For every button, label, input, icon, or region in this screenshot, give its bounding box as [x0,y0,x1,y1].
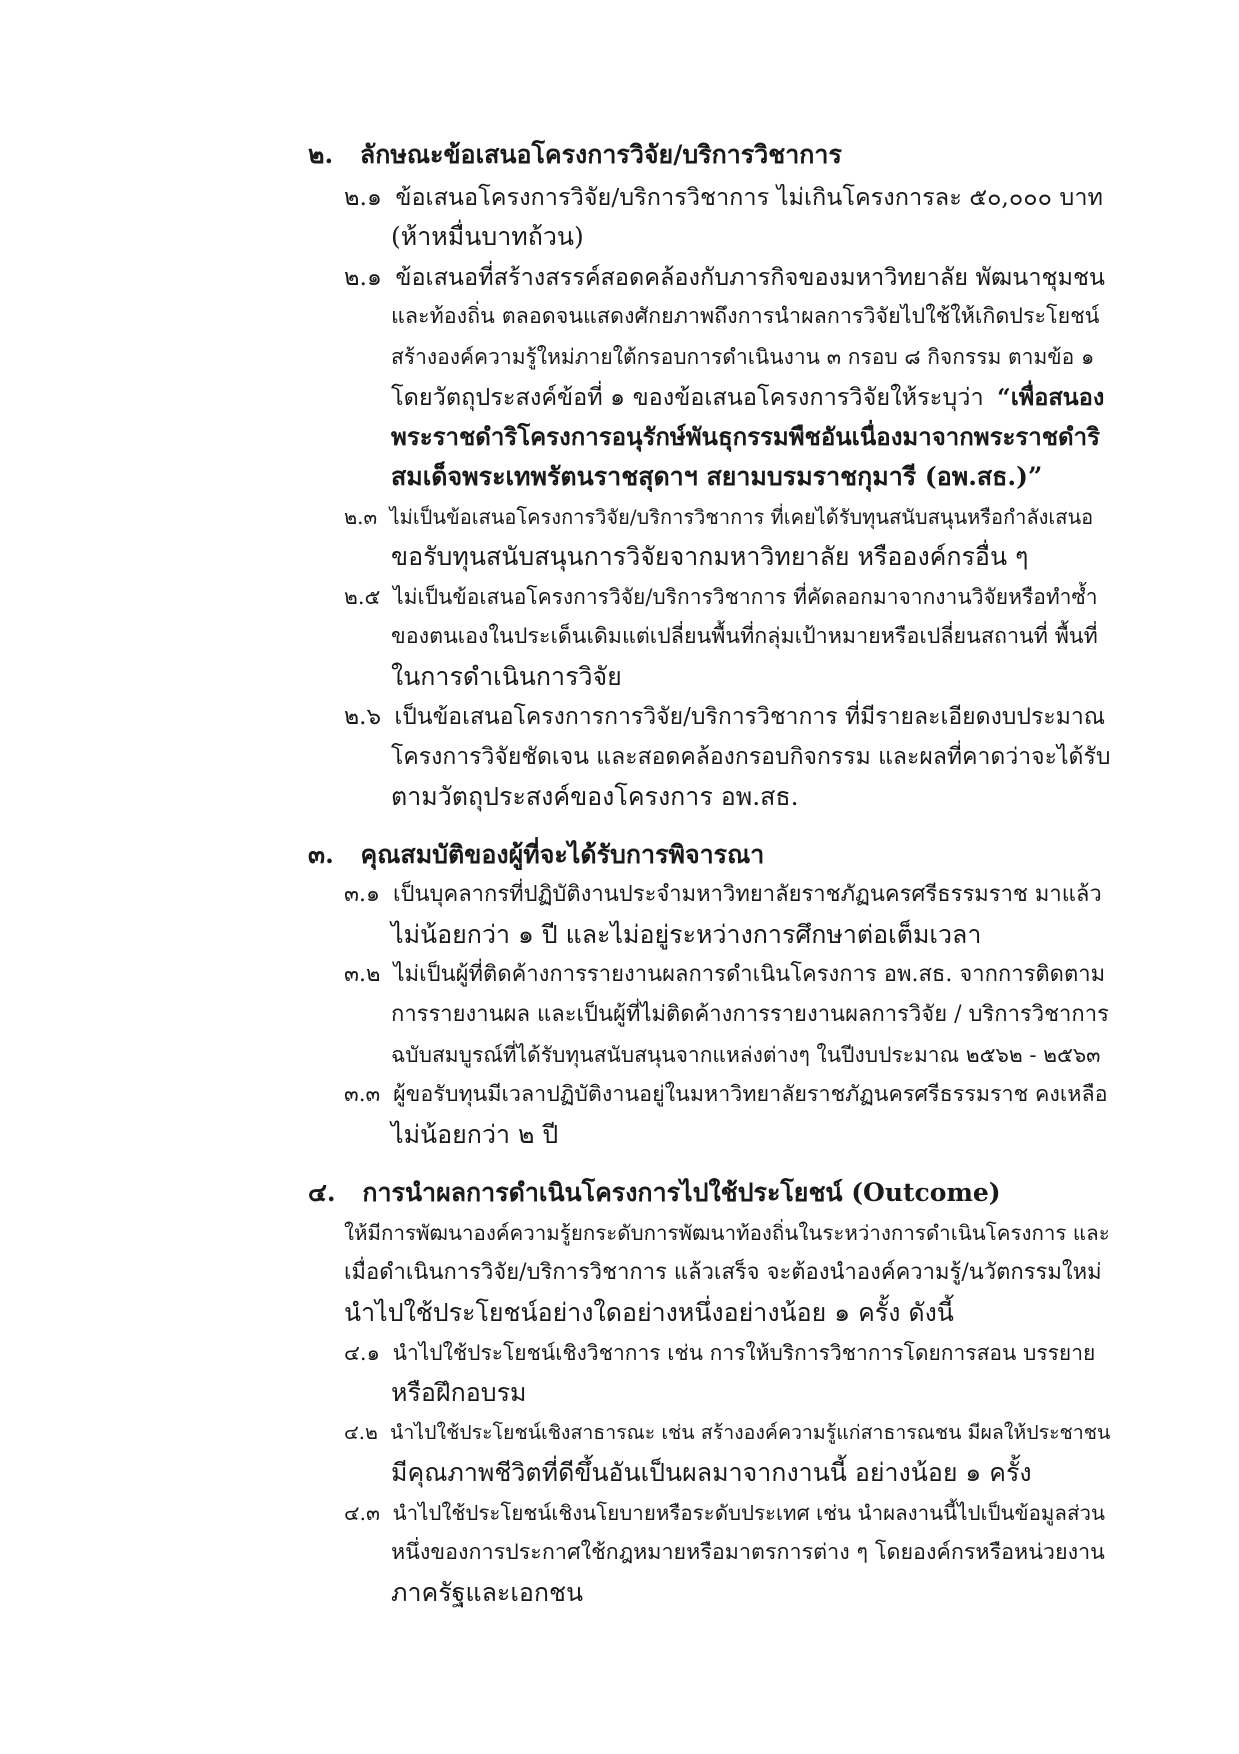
item-line: นำไปใช้ประโยชน์เชิงนโยบายหรือระดับประเทศ เช่น นำผลงานนี้ไปเป็นข้อมูลส่วน [392,1501,1105,1525]
item-line: ผู้ขอรับทุนมีเวลาปฏิบัติงานอยู่ในมหาวิทยาลัยราชภัฏนครศรีธรรมราช คงเหลือ [393,1082,1108,1107]
item-line: ตามวัตถุประสงค์ของโครงการ อพ.สธ. [391,782,799,811]
item-number: ๓.๓ [344,1082,381,1107]
item-3-2 [344,956,1105,994]
item-number: ๒.๓ [344,505,378,529]
item-4-3 [344,1494,1105,1532]
item-line: และท้องถิ่น ตลอดจนแสดงศักยภาพถึงการนำผลการวิจัยไปใช้ให้เกิดประโยชน์ [391,304,1100,329]
item-line: ไม่น้อยกว่า ๑ ปี และไม่อยู่ระหว่างการศึกษาต่อเต็มเวลา [391,920,982,949]
item-line: (ห้าหมื่นบาทถ้วน) [391,222,584,251]
intro-line: ให้มีการพัฒนาองค์ความรู้ยกระดับการพัฒนาท้องถิ่นในระหว่างการดำเนินโครงการ และ [344,1221,1110,1245]
section-4-title: การนำผลการดำเนินโครงการไปใช้ประโยชน์ (Outcome) [362,1178,1001,1207]
item-line: นำไปใช้ประโยชน์เชิงสาธารณะ เช่น สร้างองค์ความรู้แก่สาธารณชน มีผลให้ประชาชน [390,1421,1111,1444]
item-line: ไม่เป็นผู้ที่ติดค้างการรายงานผลการดำเนินโครงการ อพ.สธ. จากการติดตาม [393,962,1106,987]
item-line: การรายงานผล และเป็นผู้ที่ไม่ติดค้างการรายงานผลการวิจัย / บริการวิชาการ [391,1002,1109,1027]
section-2-heading [308,136,842,174]
intro-line: เมื่อดำเนินการวิจัย/บริการวิชาการ แล้วเสร็จ จะต้องนำองค์ความรู้/นวัตกรรมใหม่ [344,1260,1102,1285]
item-2-1b [344,258,1105,296]
item-line: ข้อเสนอที่สร้างสรรค์สอดคล้องกับภารกิจของมหาวิทยาลัย พัฒนาชุมชน [395,263,1105,291]
item-number: ๓.๑ [344,882,380,907]
item-number: ๓.๒ [344,962,381,987]
item-line: เป็นข้อเสนอโครงการการวิจัย/บริการวิชาการ ที่มีรายละเอียดงบประมาณ [394,704,1106,730]
section-3-number: ๓. [308,840,334,869]
section-3-heading [308,836,764,874]
item-3-3 [344,1076,1108,1114]
item-4-2 [344,1414,1110,1452]
item-4-1 [344,1334,1095,1372]
item-line: ของตนเองในประเด็นเดิมแต่เปลี่ยนพื้นที่กลุ่มเป้าหมายหรือเปลี่ยนสถานที่ พื้นที่ [391,624,1098,649]
item-number: ๔.๑ [344,1341,380,1365]
item-2-3 [344,498,1093,536]
item-line: ขอรับทุนสนับสนุนการวิจัยจากมหาวิทยาลัย หรือองค์กรอื่น ๆ [391,542,1029,571]
item-line: หรือฝึกอบรม [391,1378,527,1407]
item-number: ๒.๖ [344,704,382,730]
item-line: ในการดำเนินการวิจัย [391,662,622,691]
item-line: สร้างองค์ความรู้ใหม่ภายใต้กรอบการดำเนินงาน ๓ กรอบ ๘ กิจกรรม ตามข้อ ๑ [391,345,1095,369]
section-4-number: ๔. [308,1178,336,1207]
bold-quote-line: พระราชดำริโครงการอนุรักษ์พันธุกรรมพืชอันเนื่องมาจากพระราชดำริ [391,422,1100,451]
quote-start: “เพื่อสนอง [997,383,1105,411]
item-line: ไม่เป็นข้อเสนอโครงการวิจัย/บริการวิชาการ ที่เคยได้รับทุนสนับสนุนหรือกำลังเสนอ [389,505,1094,529]
item-line: โครงการวิจัยชัดเจน และสอดคล้องกรอบกิจกรรม และผลที่คาดว่าจะได้รับ [391,744,1111,770]
item-line: นำไปใช้ประโยชน์เชิงวิชาการ เช่น การให้บริการวิชาการโดยการสอน บรรยาย [392,1341,1096,1365]
intro-line: นำไปใช้ประโยชน์อย่างใดอย่างหนึ่งอย่างน้อย ๑ ครั้ง ดังนี้ [344,1298,954,1327]
section-3-title: คุณสมบัติของผู้ที่จะได้รับการพิจารณา [360,840,765,869]
item-line: ภาครัฐและเอกชน [391,1578,584,1607]
item-line-with-quote [391,378,1104,416]
section-4-heading [308,1174,1001,1212]
item-number: ๔.๓ [344,1501,381,1525]
item-number: ๒.๑ [344,263,382,291]
bold-quote-line: สมเด็จพระเทพรัตนราชสุดาฯ สยามบรมราชกุมารี (อพ.สธ.)” [391,462,1043,491]
item-number: ๒.๕ [344,585,381,609]
item-line: เป็นบุคลากรที่ปฏิบัติงานประจำมหาวิทยาลัยราชภัฏนครศรีธรรมราช มาแล้ว [393,882,1102,907]
item-line: ไม่เป็นข้อเสนอโครงการวิจัย/บริการวิชาการ ที่คัดลอกมาจากงานวิจัยหรือทำซ้ำ [393,585,1098,609]
item-number: ๒.๑ [344,183,382,211]
item-line: หนึ่งของการประกาศใช้กฎหมายหรือมาตรการต่าง ๆ โดยองค์กรหรือหน่วยงาน [391,1540,1105,1565]
item-line: ข้อเสนอโครงการวิจัย/บริการวิชาการ ไม่เกินโครงการละ ๕๐,๐๐๐ บาท [395,183,1104,211]
section-2-title: ลักษณะข้อเสนอโครงการวิจัย/บริการวิชาการ [359,140,842,169]
item-2-1a [344,178,1103,216]
item-line: ฉบับสมบูรณ์ที่ได้รับทุนสนับสนุนจากแหล่งต่างๆ ในปีงบประมาณ ๒๕๖๒ - ๒๕๖๓ [391,1043,1101,1067]
item-2-5 [344,578,1098,616]
item-2-6 [344,698,1105,736]
item-number: ๔.๒ [344,1421,378,1444]
item-3-1 [344,876,1102,914]
item-line: ไม่น้อยกว่า ๒ ปี [391,1120,559,1149]
item-line: โดยวัตถุประสงค์ข้อที่ ๑ ของข้อเสนอโครงการวิจัยให้ระบุว่า [391,383,984,411]
item-line: มีคุณภาพชีวิตที่ดีขึ้นอันเป็นผลมาจากงานนี้ อย่างน้อย ๑ ครั้ง [391,1458,1032,1487]
section-2-number: ๒. [308,140,334,169]
